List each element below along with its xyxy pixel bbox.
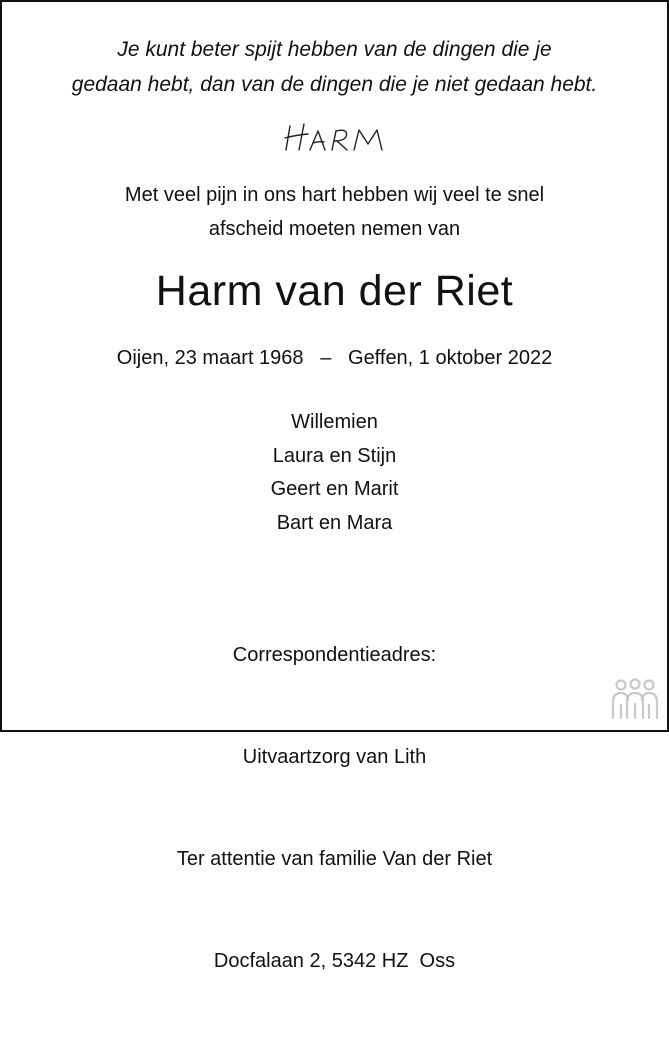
motto-quote xyxy=(2,32,667,102)
intro-line-2: afscheid moeten nemen van xyxy=(208,218,461,240)
motto-line-2: gedaan hebt, dan van de dingen die je niet gedaan hebt. xyxy=(71,73,598,96)
correspondence-address xyxy=(2,570,667,1046)
correspondence-line-3: Docfalaan 2, 5342 HZ Oss xyxy=(213,950,456,972)
motto-line-1: Je kunt beter spijt hebben van de dingen die je xyxy=(117,38,552,61)
intro-text xyxy=(2,178,667,246)
family-member: Laura en Stijn xyxy=(272,444,397,467)
family-list xyxy=(2,406,667,540)
correspondence-line-1: Uitvaartzorg van Lith xyxy=(242,746,427,768)
people-group-icon xyxy=(609,678,661,720)
birth-death-dates: Oijen, 23 maart 1968 – Geffen, 1 oktober 2022 xyxy=(116,347,553,369)
correspondence-line-2: Ter attentie van familie Van der Riet xyxy=(176,848,493,870)
family-member: Willemien xyxy=(291,411,378,433)
deceased-name: Harm van der Riet xyxy=(155,267,514,315)
intro-line-1: Met veel pijn in ons hart hebben wij veel te snel xyxy=(124,184,545,206)
family-member: Geert en Marit xyxy=(270,478,399,500)
family-member: Bart en Mara xyxy=(276,511,393,534)
handwritten-signature xyxy=(284,120,394,154)
correspondence-heading: Correspondentieadres: xyxy=(232,644,437,666)
